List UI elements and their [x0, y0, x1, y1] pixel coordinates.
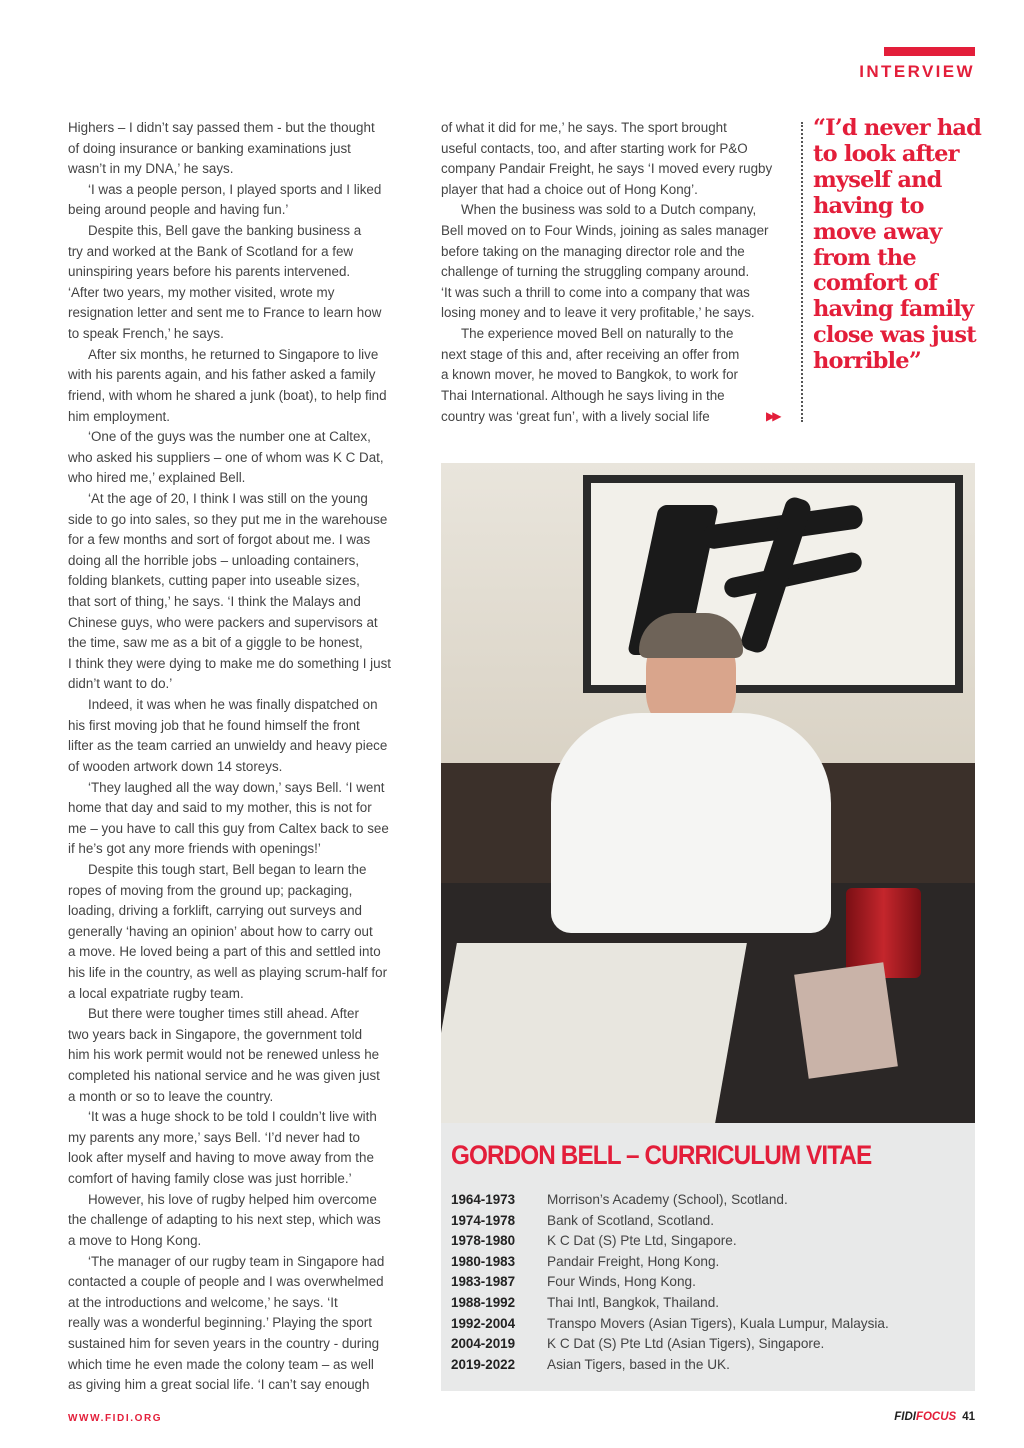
cv-entry: K C Dat (S) Pte Ltd (Asian Tigers), Singapore.	[547, 1336, 825, 1352]
text-line: try and worked at the Bank of Scotland for a few	[68, 243, 354, 259]
text-line: who asked his suppliers – one of whom was K C Dat,	[68, 449, 384, 465]
paragraph	[68, 1252, 423, 1396]
paragraph	[68, 695, 423, 777]
text-line: of what it did for me,’ he says. The sport brought	[441, 120, 727, 135]
paragraph	[441, 200, 791, 324]
cv-entry: Pandair Freight, Hong Kong.	[547, 1253, 720, 1269]
cv-years: 2004-2019	[451, 1336, 516, 1352]
text-line: as giving him a great social life. ‘I can’t say enough	[68, 1377, 370, 1393]
text-line: country was ‘great fun’, with a lively social life	[441, 408, 710, 424]
paragraph	[68, 1107, 423, 1189]
text-line: completed his national service and he was given just	[68, 1068, 380, 1084]
cv-years: 1992-2004	[451, 1315, 516, 1331]
paragraph	[441, 118, 791, 200]
cv-entry: Transpo Movers (Asian Tigers), Kuala Lumpur, Malaysia.	[547, 1315, 889, 1331]
text-line: comfort of having family close was just horrible.’	[68, 1171, 352, 1187]
text-line: Highers – I didn’t say passed them - but the thought	[68, 120, 375, 135]
brand-fidi: FIDI	[894, 1411, 916, 1423]
cv-years: 1978-1980	[451, 1233, 516, 1249]
text-line: ‘They laughed all the way down,’ says Bell. ‘I went	[88, 779, 385, 795]
text-line: a known mover, he moved to Bangkok, to work for	[441, 367, 738, 383]
text-line: wasn’t in my DNA,’ he says.	[68, 161, 234, 177]
text-line: When the business was sold to a Dutch company,	[461, 202, 757, 218]
section-label: INTERVIEW	[859, 62, 975, 81]
paragraph	[68, 180, 423, 221]
text-line: ‘I was a people person, I played sports and I liked	[88, 181, 382, 197]
cv-row	[451, 1355, 889, 1376]
paragraph	[68, 489, 423, 695]
cv-years: 1988-1992	[451, 1294, 516, 1310]
text-line: him his work permit would not be renewed unless he	[68, 1047, 380, 1063]
cv-entry: Thai Intl, Bangkok, Thailand.	[547, 1294, 720, 1310]
cv-entry: K C Dat (S) Pte Ltd, Singapore.	[547, 1233, 737, 1249]
section-color-bar	[884, 47, 975, 56]
text-line: Despite this tough start, Bell began to learn the	[88, 861, 367, 877]
text-line: ‘At the age of 20, I think I was still on the young	[88, 490, 368, 506]
text-line: with his parents again, and his father asked a family	[68, 367, 376, 383]
text-line: at the introductions and welcome,’ he says. ‘It	[68, 1294, 338, 1310]
text-line: folding blankets, cutting paper into useable sizes,	[68, 573, 360, 589]
text-line: friend, with whom he shared a junk (boat), to help find	[68, 387, 387, 403]
cv-list	[451, 1190, 889, 1375]
cv-row	[451, 1272, 889, 1293]
cv-title: GORDON BELL – CURRICULUM VITAE	[451, 1140, 872, 1170]
text-line: However, his love of rugby helped him overcome	[88, 1191, 377, 1207]
text-line: next stage of this and, after receiving an offer from	[441, 346, 740, 362]
text-line: a move. He loved being a part of this and settled into	[68, 944, 381, 960]
page-number: 41	[962, 1411, 975, 1423]
text-line: The experience moved Bell on naturally to the	[461, 326, 734, 342]
text-line: generally ‘having an opinion’ about how to carry out	[68, 923, 373, 939]
text-line: Chinese guys, who were packers and supervisors at	[68, 614, 378, 630]
text-line: Bell moved on to Four Winds, joining as sales manager	[441, 223, 769, 239]
text-line: a local expatriate rugby team.	[68, 985, 244, 1001]
text-line: two years back in Singapore, the government told	[68, 1026, 363, 1042]
text-line: useful contacts, too, and after starting work for P&O	[441, 140, 748, 156]
text-line: didn’t want to do.’	[68, 676, 173, 692]
cv-entry: Morrison’s Academy (School), Scotland.	[547, 1192, 788, 1207]
text-line: contacted a couple of people and I was overwhelmed	[68, 1274, 384, 1290]
cv-row	[451, 1293, 889, 1314]
text-line: doing all the horrible jobs – unloading containers,	[68, 552, 360, 568]
text-line: sustained him for seven years in the country - during	[68, 1335, 380, 1351]
text-line: challenge of turning the struggling company around.	[441, 264, 750, 280]
text-line: But there were tougher times still ahead. After	[88, 1006, 359, 1022]
text-line: me – you have to call this guy from Caltex back to see	[68, 820, 389, 836]
cv-years: 1980-1983	[451, 1253, 516, 1269]
text-line: for a few months and sort of forgot about me. I was	[68, 532, 371, 548]
cv-row	[451, 1190, 889, 1211]
cv-box	[441, 1123, 975, 1391]
text-line: of doing insurance or banking examinations just	[68, 140, 351, 156]
text-line: loading, driving a forklift, carrying out surveys and	[68, 903, 362, 919]
text-line: Indeed, it was when he was finally dispatched on	[88, 697, 378, 713]
cv-years: 1964-1973	[451, 1192, 516, 1207]
paragraph	[68, 860, 423, 1004]
text-line: ‘After two years, my mother visited, wrote my	[68, 284, 335, 300]
text-line: company Pandair Freight, he says ‘I moved every rugby	[441, 161, 773, 177]
text-line: ropes of moving from the ground up; packaging,	[68, 882, 353, 898]
text-line: After six months, he returned to Singapore to live	[88, 346, 379, 362]
cv-row	[451, 1211, 889, 1232]
paragraph	[68, 118, 423, 180]
double-play-arrow-icon: ▶▶	[766, 409, 779, 423]
cv-row	[451, 1314, 889, 1335]
text-line: his first moving job that he found himself the front	[68, 717, 360, 733]
text-line: ‘One of the guys was the number one at Caltex,	[88, 429, 371, 445]
text-line: to speak French,’ he says.	[68, 326, 224, 342]
cv-years: 1974-1978	[451, 1212, 516, 1228]
text-line: my parents any more,’ says Bell. ‘I’d never had to	[68, 1129, 360, 1145]
text-line: being around people and having fun.’	[68, 202, 289, 218]
paragraph	[68, 427, 423, 489]
paragraph	[68, 221, 423, 345]
cv-row	[451, 1252, 889, 1273]
cv-entry: Asian Tigers, based in the UK.	[547, 1356, 730, 1372]
paragraph	[68, 345, 423, 427]
text-line: a move to Hong Kong.	[68, 1232, 202, 1248]
text-line: before taking on the managing director role and the	[441, 243, 745, 259]
cv-row	[451, 1334, 889, 1355]
portrait-photo	[441, 463, 975, 1123]
paragraph	[68, 1004, 423, 1107]
text-line: player that had a choice out of Hong Kong’.	[441, 181, 698, 197]
paragraph	[68, 1190, 423, 1252]
text-line: home that day and said to my mother, this is not for	[68, 800, 372, 816]
text-line: which time he even made the colony team – as well	[68, 1356, 374, 1372]
paragraph	[68, 778, 423, 860]
text-line: if he’s got any more friends with openings!’	[68, 841, 321, 857]
text-line: the challenge of adapting to his next step, which was	[68, 1212, 381, 1228]
text-line: losing money and to leave it very profitable,’ he says.	[441, 305, 755, 321]
cv-entry: Bank of Scotland, Scotland.	[547, 1212, 715, 1228]
text-line: the time, saw me as a bit of a giggle to be honest,	[68, 635, 363, 651]
text-line: ‘The manager of our rugby team in Singapore had	[88, 1253, 385, 1269]
text-line: a month or so to leave the country.	[68, 1088, 274, 1104]
text-line: look after myself and having to move away from the	[68, 1150, 374, 1166]
article-column-middle	[441, 118, 791, 427]
text-line: resignation letter and sent me to France to learn how	[68, 305, 382, 321]
text-line: I think they were dying to make me do something I just	[68, 655, 392, 671]
cv-years: 1983-1987	[451, 1274, 516, 1290]
text-line: side to go into sales, so they put me in the warehouse	[68, 511, 388, 527]
text-line: who hired me,’ explained Bell.	[68, 470, 246, 486]
brand-focus: FOCUS	[915, 1411, 957, 1423]
cv-row	[451, 1231, 889, 1252]
photo-cube	[794, 962, 898, 1079]
paragraph	[441, 324, 791, 427]
text-line: that sort of thing,’ he says. ‘I think the Malays and	[68, 594, 361, 610]
text-line: of wooden artwork down 14 storeys.	[68, 758, 283, 774]
text-line: Thai International. Although he says living in the	[441, 387, 725, 403]
text-line: him employment.	[68, 408, 170, 424]
text-line: really was a wonderful beginning.’ Playing the sport	[68, 1315, 372, 1331]
article-column-left	[68, 118, 423, 1396]
framed-calligraphy	[583, 475, 963, 693]
cv-entry: Four Winds, Hong Kong.	[547, 1274, 696, 1290]
text-line: Despite this, Bell gave the banking business a	[88, 223, 362, 239]
pull-quote-divider	[801, 122, 803, 422]
footer-brand	[894, 1411, 975, 1423]
text-line: his life in the country, as well as playing scrum-half for	[68, 964, 388, 980]
website-link[interactable]: WWW.FIDI.ORG	[68, 1413, 163, 1424]
cv-years: 2019-2022	[451, 1356, 516, 1372]
text-line: uninspiring years before his parents intervened.	[68, 264, 351, 280]
text-line: ‘It was a huge shock to be told I couldn’t live with	[88, 1109, 377, 1125]
text-line: lifter as the team carried an unwieldy and heavy piece	[68, 738, 388, 754]
person-shirt	[551, 713, 831, 933]
pull-quote: “I’d never had to look after myself and having to move away from the comfort of having family close was just horrible”	[813, 115, 982, 375]
text-line: ‘It was such a thrill to come into a company that was	[441, 284, 750, 300]
